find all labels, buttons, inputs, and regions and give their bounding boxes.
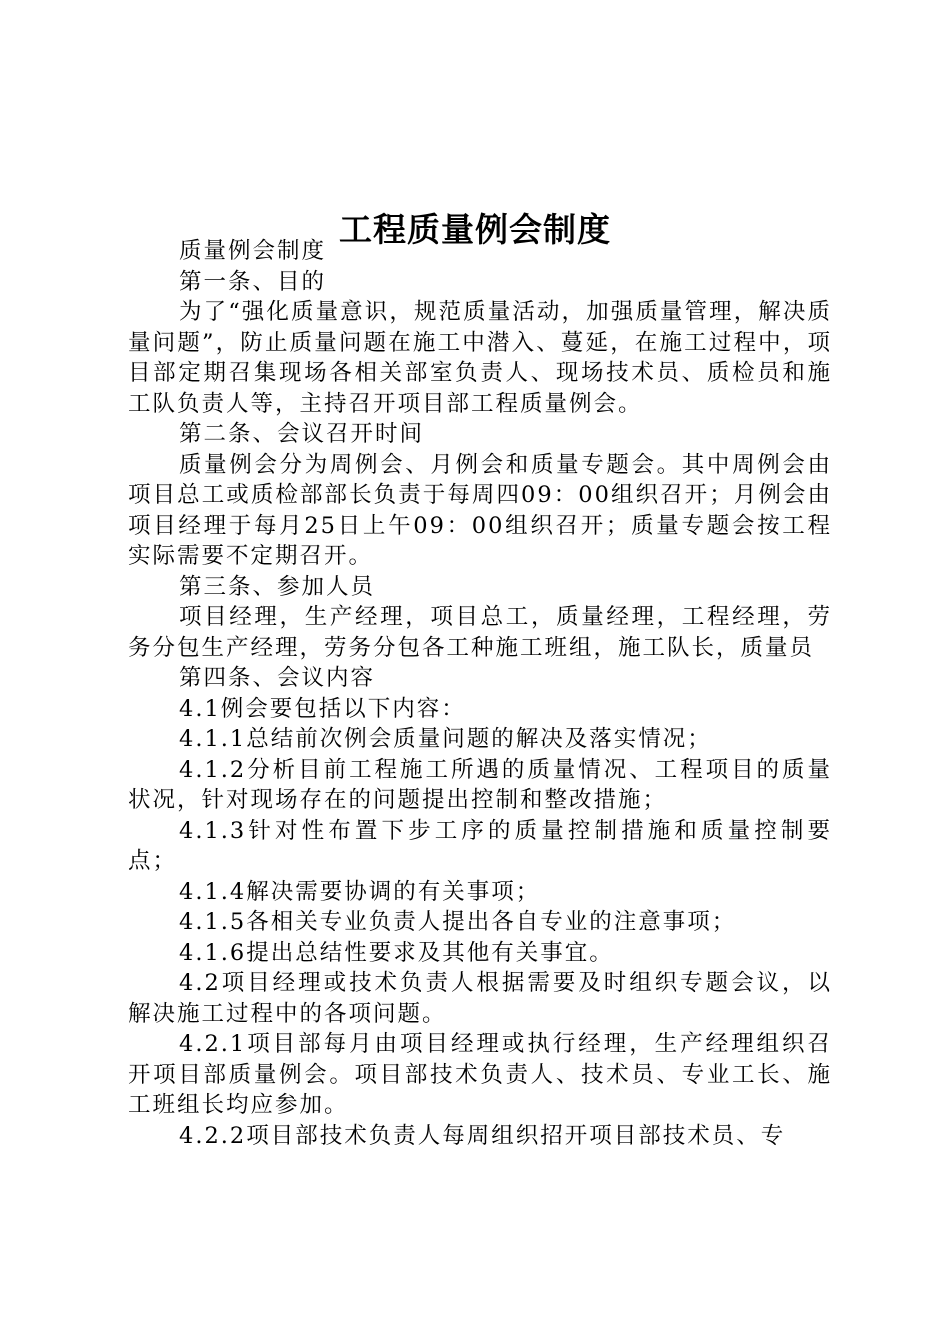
paragraph-heading: 质量例会制度	[179, 238, 327, 264]
clause: 4.1例会要包括以下内容：	[179, 695, 466, 722]
clause: 4.1.5各相关专业负责人提出各自专业的注意事项；	[179, 909, 737, 935]
clause: 4.1.3针对性布置下步工序的质量控制措施和质量控制要点；	[128, 817, 832, 874]
section-heading: 第一条、目的	[179, 268, 327, 295]
paragraph: 为了“强化质量意识，规范质量活动，加强质量管理，解决质量问题”，防止质量问题在施工中潜入、蔓延，在施工过程中，项目部定期召集现场各相关部室负责人、现场技术员、质检员和施工队负责人等，主持召开项目部工程质量例会。	[128, 299, 832, 417]
paragraph: 项目经理，生产经理，项目总工，质量经理，工程经理，劳务分包生产经理，劳务分包各工种施工班组，施工队长，质量员	[128, 604, 832, 661]
clause: 4.1.6提出总结性要求及其他有关事宜。	[179, 939, 614, 966]
clause: 4.2.1项目部每月由项目经理或执行经理，生产经理组织召开项目部质量例会。项目部技术负责人、技术员、专业工长、施工班组长均应参加。	[128, 1031, 832, 1118]
clause: 4.1.1总结前次例会质量问题的解决及落实情况；	[179, 726, 712, 752]
section-heading: 第四条、会议内容	[179, 665, 376, 691]
document-title: 工程质量例会制度	[339, 210, 611, 250]
clause: 4.1.4解决需要协调的有关事项；	[179, 878, 541, 905]
section-heading: 第二条、会议召开时间	[179, 421, 425, 447]
paragraph: 质量例会分为周例会、月例会和质量专题会。其中周例会由项目总工或质检部部长负责于每周四09：00组织召开；月例会由项目经理于每月25日上午09：00组织召开；质量专题会按工程实际需要不定期召开。	[128, 451, 832, 569]
document-body	[128, 236, 832, 1151]
clause: 4.1.2分析目前工程施工所遇的质量情况、工程项目的质量状况，针对现场存在的问题提出控制和整改措施；	[128, 756, 832, 813]
clause: 4.2项目经理或技术负责人根据需要及时组织专题会议，以解决施工过程中的各项问题。	[128, 970, 832, 1027]
clause: 4.2.2项目部技术负责人每周组织招开项目部技术员、专	[179, 1122, 786, 1149]
section-heading: 第三条、参加人员	[179, 573, 376, 600]
